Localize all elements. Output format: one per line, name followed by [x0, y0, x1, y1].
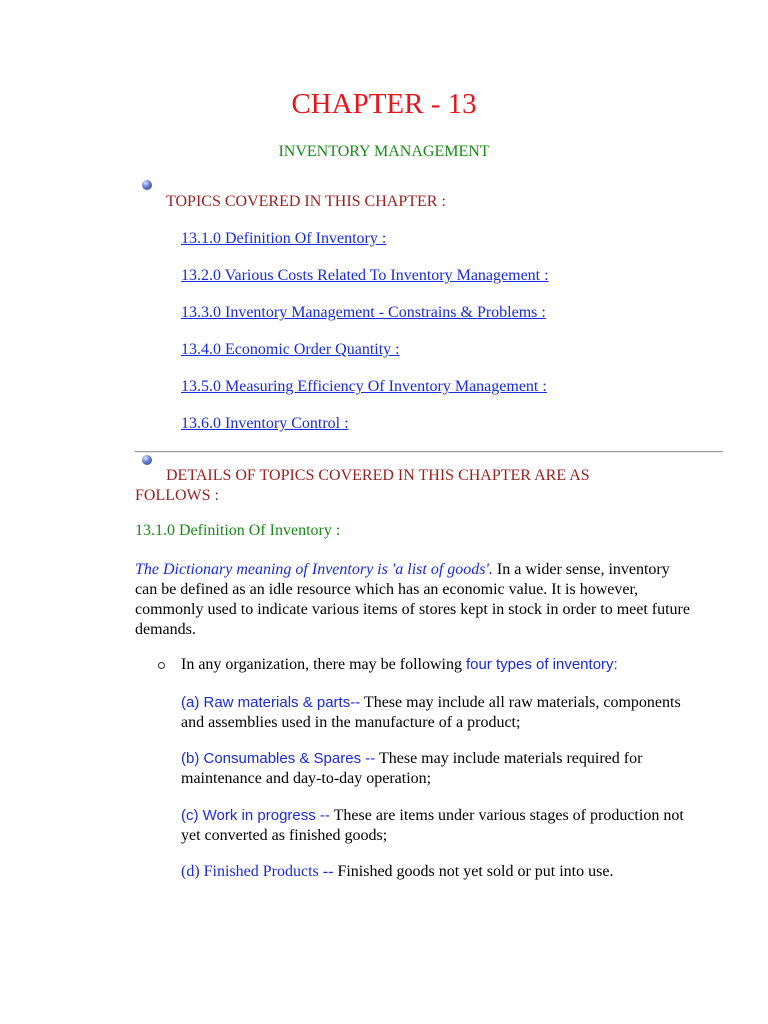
toc-link-13-2-0[interactable]: 13.2.0 Various Costs Related To Inventory Management :	[181, 267, 549, 284]
inventory-type-text: Finished goods not yet sold or put into use.	[337, 863, 614, 880]
inventory-type-label: (c) Work in progress --	[181, 807, 330, 824]
inventory-type-item	[181, 749, 691, 789]
definition-paragraph	[135, 560, 695, 640]
topics-heading: TOPICS COVERED IN THIS CHAPTER :	[166, 193, 446, 210]
chapter-subtitle: INVENTORY MANAGEMENT	[278, 143, 490, 160]
types-intro-text: In any organization, there may be following	[181, 656, 462, 673]
types-intro	[181, 656, 618, 674]
definition-body: In a wider sense, inventory can be defined as an idle resource which has an economic value. It is however, commonly used to indicate various items of stores kept in stock in order to meet future demands.	[135, 561, 690, 638]
details-heading-line1: DETAILS OF TOPICS COVERED IN THIS CHAPTER ARE AS	[166, 467, 590, 484]
types-intro-highlight: four types of inventory	[465, 656, 614, 673]
toc-link-13-3-0[interactable]: 13.3.0 Inventory Management - Constrains & Problems :	[181, 304, 546, 321]
toc-link-13-4-0[interactable]: 13.4.0 Economic Order Quantity :	[181, 341, 400, 358]
toc-link-13-6-0[interactable]: 13.6.0 Inventory Control :	[181, 415, 349, 432]
toc-link-13-1-0[interactable]: 13.1.0 Definition Of Inventory :	[181, 230, 387, 247]
details-heading-line2: FOLLOWS :	[135, 487, 219, 504]
dictionary-meaning: The Dictionary meaning of Inventory is 'a list of goods'.	[135, 561, 493, 578]
details-heading	[135, 466, 590, 506]
inventory-type-label: (b) Consumables & Spares --	[181, 750, 376, 767]
bullet-ball-icon	[142, 455, 152, 465]
inventory-type-text: These may include materials required for maintenance and day-to-day operation;	[181, 750, 643, 787]
inventory-type-label: (a) Raw materials & parts--	[181, 694, 361, 711]
circle-bullet-icon	[158, 662, 165, 669]
inventory-type-item	[181, 862, 691, 882]
chapter-title: CHAPTER - 13	[291, 88, 477, 120]
horizontal-divider	[135, 451, 723, 453]
definition-heading: 13.1.0 Definition Of Inventory :	[135, 522, 341, 539]
inventory-type-text: These are items under various stages of production not yet converted as finished goods;	[181, 807, 684, 844]
toc-link-13-5-0[interactable]: 13.5.0 Measuring Efficiency Of Inventory Management :	[181, 378, 547, 395]
inventory-type-label: (d) Finished Products --	[181, 863, 334, 880]
inventory-type-item	[181, 806, 691, 846]
inventory-type-item	[181, 693, 691, 733]
types-intro-end: :	[613, 656, 618, 673]
inventory-type-text: These may include all raw materials, components and assemblies used in the manufacture of a product;	[181, 694, 681, 731]
bullet-ball-icon	[142, 180, 152, 190]
